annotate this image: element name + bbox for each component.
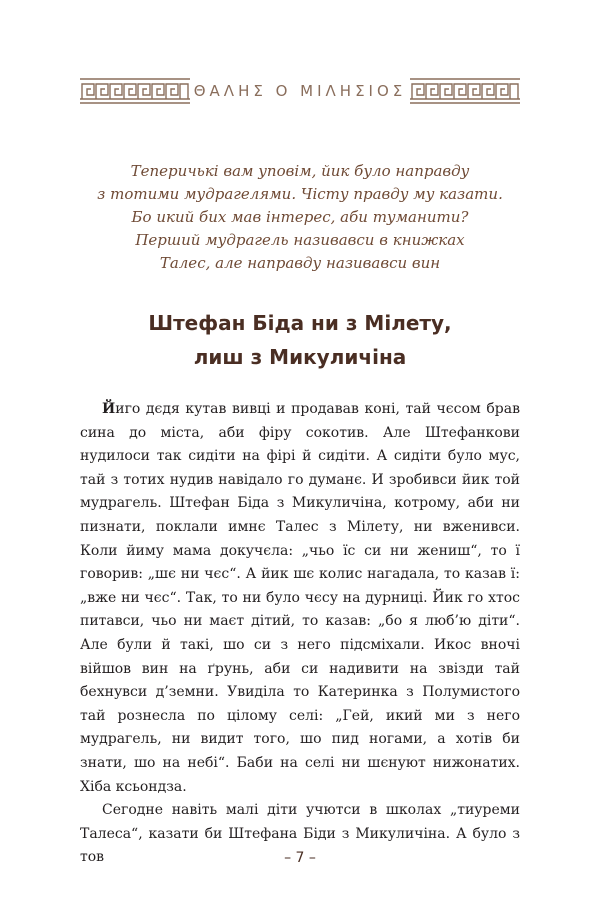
poem-line: Бо икий бих мав інтерес, аби туманити? [131,208,469,226]
poem-line: з тотими мудрагелями. Чісту правду му казати. [97,185,503,203]
page-number: – 7 – [284,850,316,866]
chapter-heading-line: Штефан Біда ни з Мілету, [148,311,452,335]
running-header-title: ΘΑΛΗΣ Ο ΜΙΛΗΣΙΟΣ [193,82,407,100]
drop-cap: Й [102,401,116,417]
paragraph-text: иго дєдя кутав вивці и продавав коні, тай чєсом брав сина до міста, аби фіру сокотив. Але Штефанкови нудилоси так сидіти на фірі й сидіти. А сидіти було мус, тай з тотих нудив навідало го думанє. И зробивси йик той мудрагель. Штефан Біда з Микуличіна, котрому, аби ни пизнати, поклали имнє Талес з Мілету, ни вженивси. Коли йиму мама докучєла: „чьо їс си ни жениш“, то ї говорив: „шє ни чєс“. А йик шє колис нагадала, то казав ї: „вже ни чєс“. Так, то ни було чєсу на дурниці. Йик го хтос питавси, чьо ни маєт дітий, то казав: „бо я люб’ю діти“. Але були й такі, шо си з него підсміхали. Икос вночі війшов вин на ґрунь, аби си надивити на звізди тай бехнувси д’земни. Увиділа то Катеринка з Полумистого тай рознесла по цілому селі: „Гей, икий ми з него мудрагель, ни видит того, шо пид ногами, а хотів би знати, шо на небі“. Баби на селі ни шєнуют нижонатих. Хіба ксьондза. [80,401,520,795]
poem-line: Талес, але направду називавси вин [159,254,441,272]
chapter-heading [0,306,600,374]
paragraph [80,398,520,799]
epigraph-poem [0,160,600,275]
poem-line: Перший мудрагель називавси в книжках [135,231,465,249]
body-text [80,398,520,870]
paragraph: Сегодне навіть малі діти учютси в школах „тиуреми Талеса“, казати би Штефана Біди з Микуличіна. А було з тов [80,802,520,866]
running-header [80,76,520,106]
greek-key-meander-icon [80,76,190,106]
chapter-heading-line: лиш з Микуличіна [193,345,407,369]
poem-line: Теперичькі вам уповім, йик було направду [130,162,470,180]
greek-key-meander-icon [410,76,520,106]
